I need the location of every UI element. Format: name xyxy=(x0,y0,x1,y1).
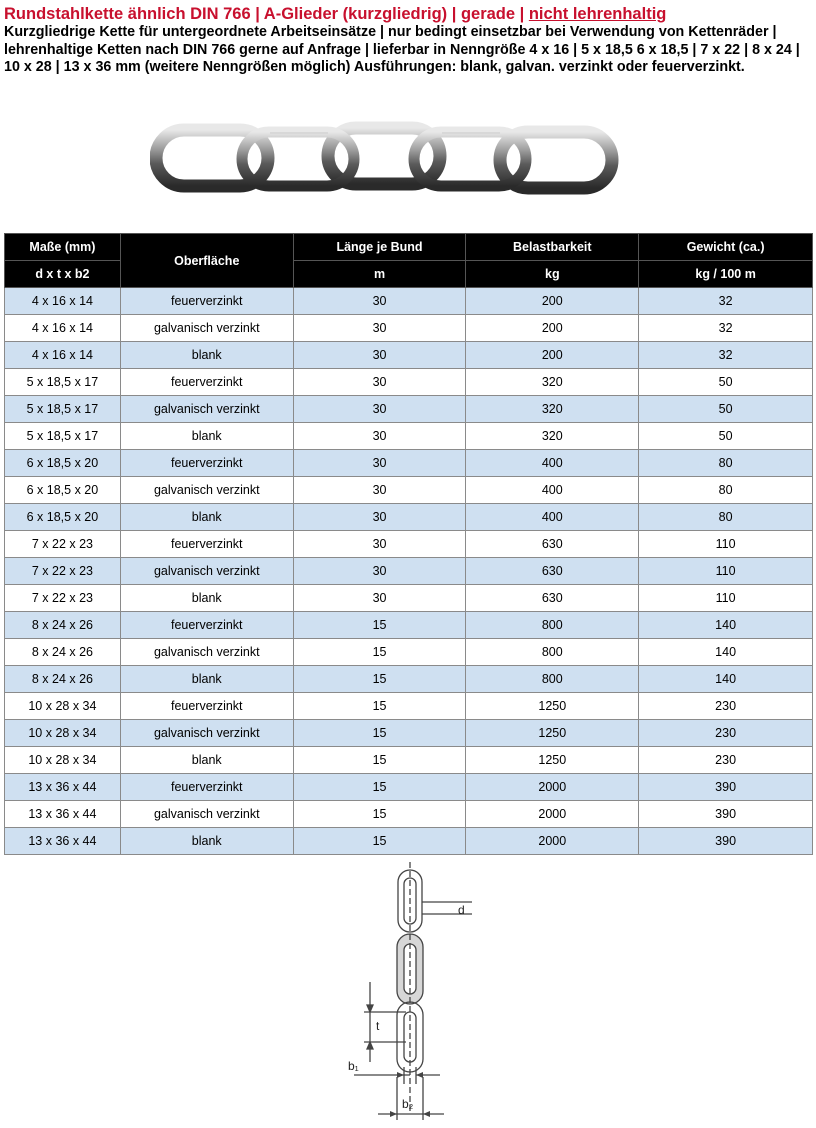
cell-weight: 140 xyxy=(639,612,813,639)
table-row xyxy=(5,747,813,774)
table-row xyxy=(5,639,813,666)
table-body xyxy=(5,288,813,855)
cell-length: 30 xyxy=(293,369,466,396)
header-load: Belastbarkeit xyxy=(466,234,639,261)
cell-length: 15 xyxy=(293,747,466,774)
table-row xyxy=(5,477,813,504)
cell-surface: galvanisch verzinkt xyxy=(120,396,293,423)
cell-dimensions: 10 x 28 x 34 xyxy=(5,720,121,747)
page-title xyxy=(4,4,812,24)
cell-load: 630 xyxy=(466,531,639,558)
cell-surface: feuerverzinkt xyxy=(120,450,293,477)
cell-length: 15 xyxy=(293,801,466,828)
cell-weight: 32 xyxy=(639,315,813,342)
cell-length: 30 xyxy=(293,450,466,477)
cell-load: 1250 xyxy=(466,720,639,747)
cell-length: 30 xyxy=(293,477,466,504)
cell-surface: feuerverzinkt xyxy=(120,774,293,801)
cell-weight: 32 xyxy=(639,342,813,369)
cell-load: 400 xyxy=(466,504,639,531)
table-row xyxy=(5,558,813,585)
cell-length: 30 xyxy=(293,288,466,315)
table-row xyxy=(5,828,813,855)
cell-load: 1250 xyxy=(466,693,639,720)
cell-surface: feuerverzinkt xyxy=(120,693,293,720)
cell-dimensions: 10 x 28 x 34 xyxy=(5,747,121,774)
cell-dimensions: 6 x 18,5 x 20 xyxy=(5,477,121,504)
cell-surface: galvanisch verzinkt xyxy=(120,639,293,666)
cell-length: 15 xyxy=(293,666,466,693)
cell-surface: blank xyxy=(120,342,293,369)
cell-dimensions: 5 x 18,5 x 17 xyxy=(5,396,121,423)
title-main: Rundstahlkette ähnlich DIN 766 | A-Glieder (kurzgliedrig) | gerade | xyxy=(4,5,529,23)
cell-weight: 390 xyxy=(639,774,813,801)
cell-weight: 140 xyxy=(639,639,813,666)
cell-load: 1250 xyxy=(466,747,639,774)
cell-load: 800 xyxy=(466,612,639,639)
cell-weight: 110 xyxy=(639,585,813,612)
table-row xyxy=(5,396,813,423)
table-row xyxy=(5,531,813,558)
cell-surface: galvanisch verzinkt xyxy=(120,801,293,828)
cell-weight: 230 xyxy=(639,747,813,774)
cell-load: 200 xyxy=(466,315,639,342)
table-row xyxy=(5,423,813,450)
cell-weight: 230 xyxy=(639,720,813,747)
cell-length: 15 xyxy=(293,774,466,801)
table-row xyxy=(5,504,813,531)
cell-surface: galvanisch verzinkt xyxy=(120,315,293,342)
cell-length: 30 xyxy=(293,585,466,612)
header-length: Länge je Bund xyxy=(293,234,466,261)
table-row xyxy=(5,612,813,639)
cell-weight: 80 xyxy=(639,450,813,477)
cell-dimensions: 13 x 36 x 44 xyxy=(5,774,121,801)
cell-surface: galvanisch verzinkt xyxy=(120,477,293,504)
cell-load: 400 xyxy=(466,477,639,504)
cell-length: 30 xyxy=(293,531,466,558)
header-surface: Oberfläche xyxy=(120,234,293,288)
cell-dimensions: 6 x 18,5 x 20 xyxy=(5,504,121,531)
diagram-label-t: t xyxy=(376,1019,380,1033)
chain-photo xyxy=(150,120,630,200)
table-row xyxy=(5,342,813,369)
cell-load: 200 xyxy=(466,288,639,315)
cell-load: 2000 xyxy=(466,828,639,855)
spec-table xyxy=(4,233,813,855)
cell-surface: blank xyxy=(120,504,293,531)
cell-load: 2000 xyxy=(466,774,639,801)
cell-weight: 140 xyxy=(639,666,813,693)
cell-length: 15 xyxy=(293,693,466,720)
cell-dimensions: 6 x 18,5 x 20 xyxy=(5,450,121,477)
cell-dimensions: 8 x 24 x 26 xyxy=(5,612,121,639)
table-row xyxy=(5,369,813,396)
cell-weight: 390 xyxy=(639,828,813,855)
table-row xyxy=(5,720,813,747)
cell-weight: 50 xyxy=(639,423,813,450)
cell-surface: blank xyxy=(120,666,293,693)
header-load-units: kg xyxy=(466,261,639,288)
cell-weight: 80 xyxy=(639,504,813,531)
cell-weight: 390 xyxy=(639,801,813,828)
cell-load: 800 xyxy=(466,666,639,693)
title-underlined: nicht lehrenhaltig xyxy=(528,5,667,23)
cell-dimensions: 8 x 24 x 26 xyxy=(5,666,121,693)
cell-weight: 80 xyxy=(639,477,813,504)
cell-load: 320 xyxy=(466,369,639,396)
cell-load: 320 xyxy=(466,423,639,450)
header-dimensions-units: d x t x b2 xyxy=(5,261,121,288)
cell-dimensions: 7 x 22 x 23 xyxy=(5,531,121,558)
cell-dimensions: 7 x 22 x 23 xyxy=(5,585,121,612)
cell-dimensions: 4 x 16 x 14 xyxy=(5,342,121,369)
diagram-label-b1: b₁ xyxy=(348,1059,359,1073)
cell-load: 630 xyxy=(466,585,639,612)
cell-length: 15 xyxy=(293,720,466,747)
cell-weight: 230 xyxy=(639,693,813,720)
cell-length: 30 xyxy=(293,315,466,342)
product-description: Kurzgliedrige Kette für untergeordnete Arbeitseinsätze | nur bedingt einsetzbar bei Verwendung von Kettenräder | lehrenhaltige Ketten nach DIN 766 gerne auf Anfrage | lieferbar in Nenngröße 4 x 16 | 5 x 18,5 6 x 18,5 | 7 x 22 | 8 x 24 | 10 x 28 | 13 x 36 mm (weitere Nenngrößen möglich) Ausführungen: blank, galvan. verzinkt oder feuerverzinkt. xyxy=(4,24,800,75)
cell-load: 400 xyxy=(466,450,639,477)
cell-dimensions: 8 x 24 x 26 xyxy=(5,639,121,666)
cell-weight: 50 xyxy=(639,396,813,423)
cell-dimensions: 13 x 36 x 44 xyxy=(5,828,121,855)
table-row xyxy=(5,288,813,315)
cell-surface: feuerverzinkt xyxy=(120,612,293,639)
header-dimensions: Maße (mm) xyxy=(5,234,121,261)
header-weight: Gewicht (ca.) xyxy=(639,234,813,261)
cell-length: 15 xyxy=(293,612,466,639)
cell-surface: galvanisch verzinkt xyxy=(120,558,293,585)
cell-surface: blank xyxy=(120,585,293,612)
header-weight-units: kg / 100 m xyxy=(639,261,813,288)
cell-load: 200 xyxy=(466,342,639,369)
diagram-label-d: d xyxy=(458,903,465,917)
cell-dimensions: 5 x 18,5 x 17 xyxy=(5,369,121,396)
cell-length: 15 xyxy=(293,828,466,855)
table-row xyxy=(5,585,813,612)
table-row xyxy=(5,801,813,828)
cell-dimensions: 4 x 16 x 14 xyxy=(5,288,121,315)
cell-load: 320 xyxy=(466,396,639,423)
cell-surface: blank xyxy=(120,828,293,855)
table-row xyxy=(5,666,813,693)
cell-surface: feuerverzinkt xyxy=(120,531,293,558)
cell-surface: feuerverzinkt xyxy=(120,369,293,396)
cell-dimensions: 4 x 16 x 14 xyxy=(5,315,121,342)
cell-load: 630 xyxy=(466,558,639,585)
table-row xyxy=(5,693,813,720)
cell-dimensions: 5 x 18,5 x 17 xyxy=(5,423,121,450)
cell-surface: feuerverzinkt xyxy=(120,288,293,315)
cell-length: 30 xyxy=(293,423,466,450)
table-row xyxy=(5,450,813,477)
cell-length: 30 xyxy=(293,558,466,585)
table-header-row xyxy=(5,234,813,261)
chain-dimension-diagram xyxy=(340,862,480,1124)
cell-dimensions: 13 x 36 x 44 xyxy=(5,801,121,828)
cell-surface: blank xyxy=(120,747,293,774)
cell-length: 30 xyxy=(293,504,466,531)
table-row xyxy=(5,774,813,801)
diagram-label-b2: b₂ xyxy=(402,1097,414,1111)
cell-length: 15 xyxy=(293,639,466,666)
cell-dimensions: 7 x 22 x 23 xyxy=(5,558,121,585)
cell-weight: 32 xyxy=(639,288,813,315)
cell-load: 2000 xyxy=(466,801,639,828)
cell-length: 30 xyxy=(293,396,466,423)
header-length-units: m xyxy=(293,261,466,288)
cell-weight: 110 xyxy=(639,558,813,585)
table-row xyxy=(5,315,813,342)
cell-load: 800 xyxy=(466,639,639,666)
cell-weight: 50 xyxy=(639,369,813,396)
cell-dimensions: 10 x 28 x 34 xyxy=(5,693,121,720)
cell-surface: blank xyxy=(120,423,293,450)
cell-length: 30 xyxy=(293,342,466,369)
cell-surface: galvanisch verzinkt xyxy=(120,720,293,747)
cell-weight: 110 xyxy=(639,531,813,558)
